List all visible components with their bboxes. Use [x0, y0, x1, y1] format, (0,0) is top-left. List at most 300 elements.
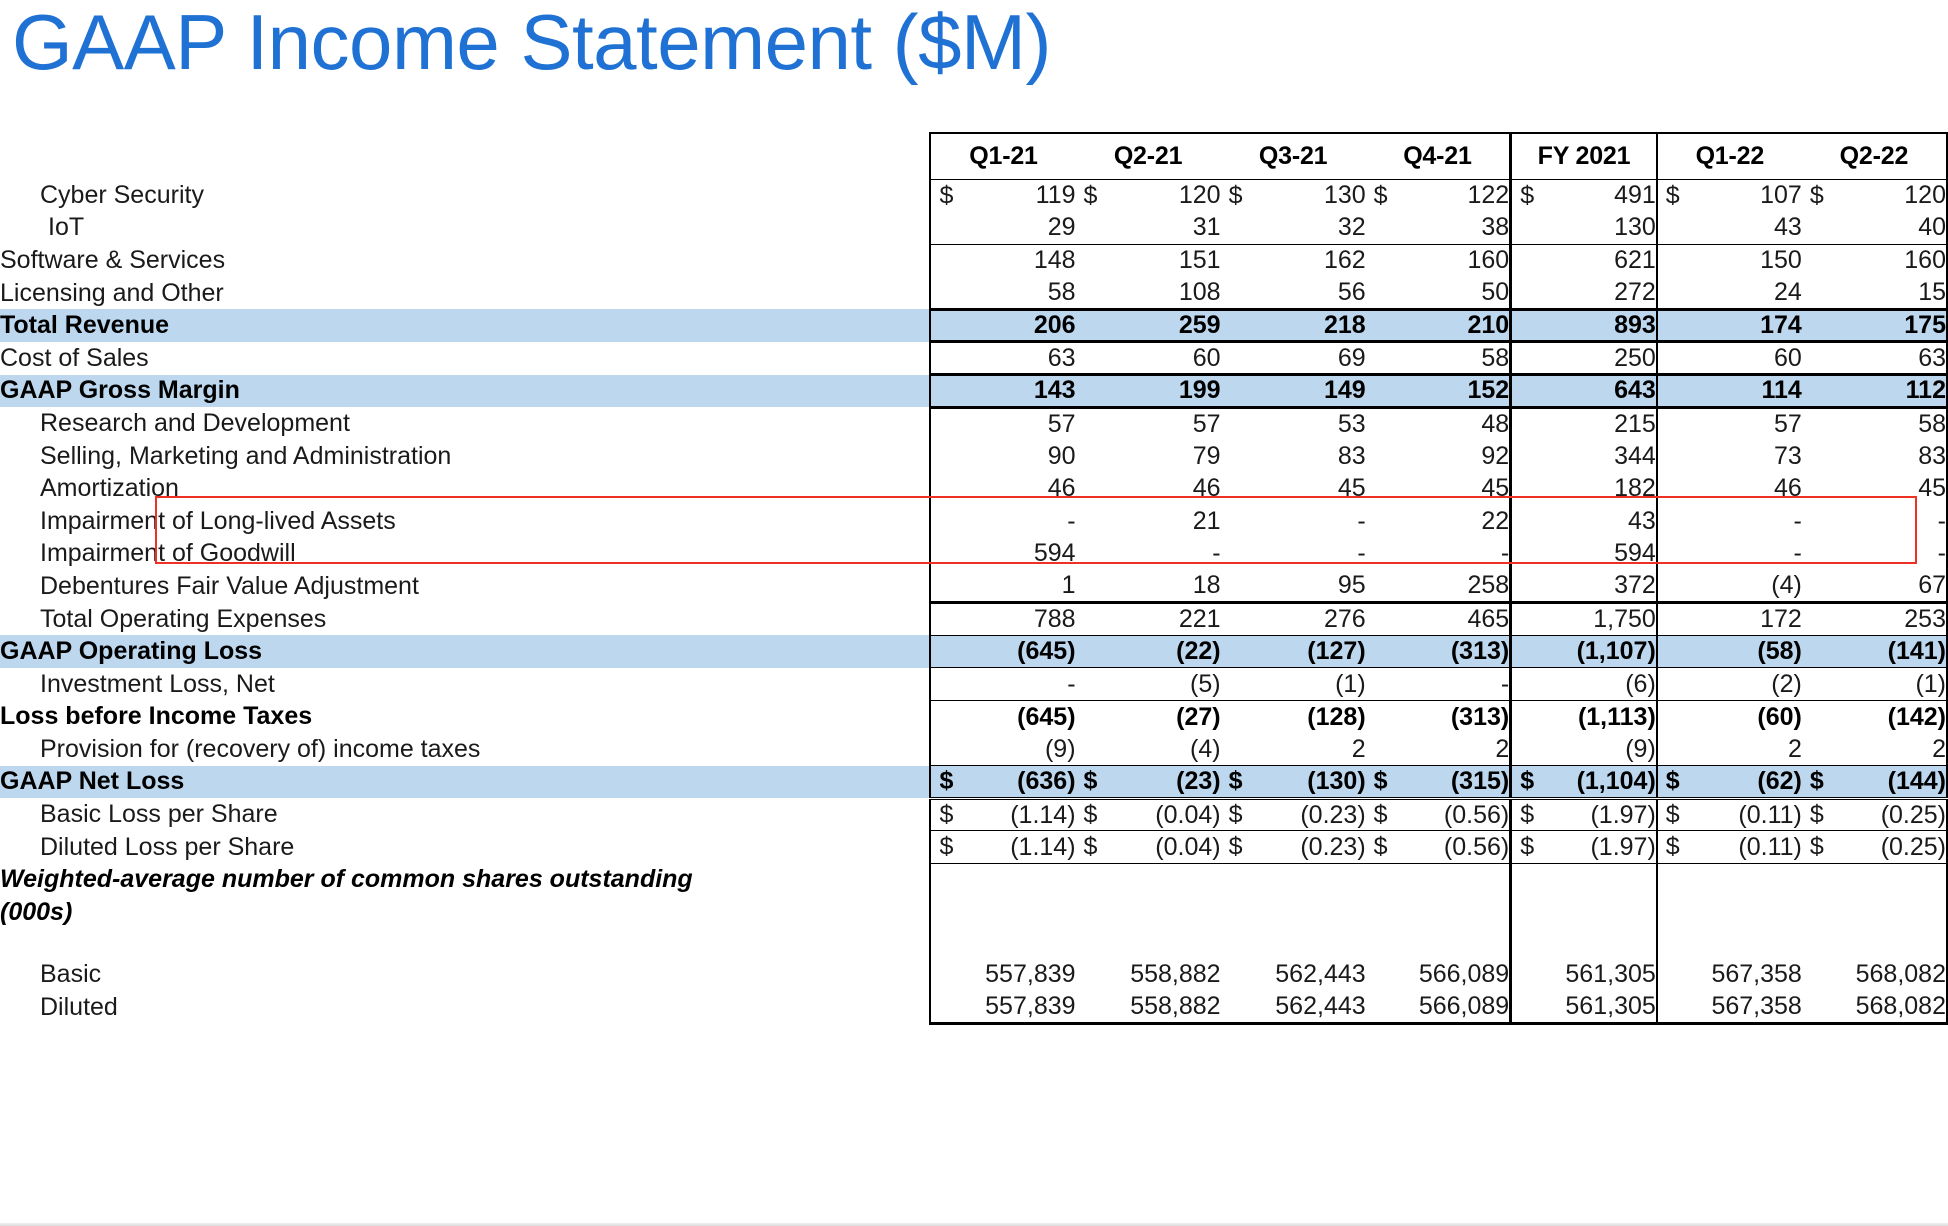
cell-value: 557,839	[985, 960, 1076, 989]
cell-value: 253	[1904, 605, 1946, 634]
cell-r11-c2	[1221, 538, 1366, 571]
currency-symbol: $	[1228, 181, 1243, 210]
income-statement-table	[0, 132, 1948, 1025]
cell-r5-c5	[1657, 342, 1802, 375]
cell-value: 83	[1918, 441, 1946, 470]
cell-r5-c1	[1076, 342, 1221, 375]
cell-value: 558,882	[1130, 960, 1221, 989]
cell-value: 562,443	[1275, 992, 1366, 1021]
cell-r9-c3	[1366, 472, 1511, 505]
cell-r12-c3	[1366, 570, 1511, 603]
cell-value: 567,358	[1711, 960, 1802, 989]
cell-r20-c5	[1657, 831, 1802, 864]
cell-value: 48	[1481, 409, 1510, 438]
cell-r14-c0	[930, 635, 1075, 668]
column-header-4: Q4-21	[1366, 133, 1511, 179]
cell-value: 40	[1918, 213, 1946, 242]
cell-value: 621	[1614, 246, 1656, 275]
cell-r1-c6	[1802, 212, 1947, 245]
cell-value: (0.25)	[1880, 832, 1946, 861]
cell-r21-c0	[930, 863, 1075, 896]
cell-r16-c2	[1221, 701, 1366, 734]
cell-r19-c4	[1511, 798, 1657, 831]
cell-r14-c2	[1221, 635, 1366, 668]
cell-value: -	[1937, 506, 1946, 535]
cell-r3-c2	[1221, 277, 1366, 310]
row-label: Selling, Marketing and Administration	[40, 441, 452, 470]
cell-value: 2	[1932, 734, 1946, 763]
cell-r10-c4	[1511, 505, 1657, 538]
currency-symbol: $	[939, 181, 954, 210]
spacer-cell	[1221, 929, 1366, 959]
cell-r23-c1	[1076, 959, 1221, 992]
cell-r11-c3	[1366, 538, 1511, 571]
cell-r24-c3	[1366, 991, 1511, 1024]
cell-r3-c1	[1076, 277, 1221, 310]
cell-r9-c6	[1802, 472, 1947, 505]
cell-r17-c4	[1511, 733, 1657, 766]
cell-value: (0.25)	[1880, 800, 1946, 829]
cell-value: (141)	[1887, 637, 1946, 666]
cell-value: 22	[1481, 506, 1510, 535]
cell-value: (60)	[1757, 702, 1802, 731]
cell-value: 46	[1047, 474, 1076, 503]
cell-value: 95	[1337, 571, 1366, 600]
cell-r0-c0	[930, 179, 1075, 212]
cell-value: (128)	[1307, 702, 1366, 731]
cell-value: (1.97)	[1590, 800, 1656, 829]
row-label: IoT	[48, 213, 85, 242]
spacer-label	[0, 929, 930, 959]
table-row	[0, 733, 1947, 766]
cell-r17-c6	[1802, 733, 1947, 766]
cell-value: 258	[1467, 571, 1510, 600]
cell-value: (0.23)	[1300, 832, 1366, 861]
cell-value: 90	[1047, 441, 1076, 470]
cell-value: 568,082	[1855, 960, 1946, 989]
cell-value: 83	[1337, 441, 1366, 470]
currency-symbol: $	[1083, 766, 1098, 795]
cell-r15-c5	[1657, 668, 1802, 701]
cell-r2-c5	[1657, 244, 1802, 277]
row-label: Impairment of Long-lived Assets	[40, 506, 396, 535]
cell-r16-c4	[1511, 701, 1657, 734]
cell-r2-c0	[930, 244, 1075, 277]
cell-r9-c0	[930, 472, 1075, 505]
currency-symbol: $	[1665, 766, 1680, 795]
table-row	[0, 179, 1947, 212]
row-label: Diluted Loss per Share	[40, 832, 295, 861]
cell-value: 372	[1614, 571, 1656, 600]
cell-value: (0.04)	[1155, 800, 1221, 829]
cell-r7-c1	[1076, 407, 1221, 440]
cell-value: (0.11)	[1738, 800, 1802, 829]
cell-r8-c4	[1511, 440, 1657, 473]
cell-r3-c3	[1366, 277, 1511, 310]
cell-r22-c3	[1366, 896, 1511, 929]
spacer-cell	[1802, 929, 1947, 959]
cell-value: (1.97)	[1590, 832, 1656, 861]
cell-r21-c2	[1221, 863, 1366, 896]
cell-value: (130)	[1307, 766, 1366, 795]
cell-value: (1,113)	[1577, 702, 1656, 731]
cell-r23-c0	[930, 959, 1075, 992]
cell-value: 45	[1918, 474, 1946, 503]
cell-r17-c2	[1221, 733, 1366, 766]
cell-value: 199	[1178, 376, 1221, 405]
table-row	[0, 959, 1947, 992]
cell-value: (313)	[1450, 637, 1510, 666]
row-label: Loss before Income Taxes	[0, 702, 313, 731]
cell-r4-c3	[1366, 309, 1511, 342]
header-corner-cell	[0, 133, 930, 179]
cell-value: (0.56)	[1443, 800, 1510, 829]
cell-value: 67	[1918, 571, 1946, 600]
cell-r21-c1	[1076, 863, 1221, 896]
cell-r15-c3	[1366, 668, 1511, 701]
cell-value: 218	[1323, 311, 1366, 340]
cell-value: 57	[1774, 409, 1802, 438]
cell-r0-c1	[1076, 179, 1221, 212]
row-label: Weighted-average number of common shares outstanding	[0, 865, 693, 894]
cell-r4-c0	[930, 309, 1075, 342]
cell-r7-c3	[1366, 407, 1511, 440]
cell-value: -	[1067, 506, 1076, 535]
cell-r24-c4	[1511, 991, 1657, 1024]
currency-symbol: $	[1809, 766, 1824, 795]
currency-symbol: $	[1665, 800, 1680, 829]
cell-r10-c2	[1221, 505, 1366, 538]
cell-r3-c6	[1802, 277, 1947, 310]
cell-value: 50	[1481, 277, 1510, 306]
cell-r15-c4	[1511, 668, 1657, 701]
cell-value: 63	[1047, 343, 1076, 372]
cell-value: 566,089	[1418, 992, 1510, 1021]
cell-r8-c3	[1366, 440, 1511, 473]
cell-r12-c5	[1657, 570, 1802, 603]
cell-value: 120	[1178, 181, 1221, 210]
cell-r12-c4	[1511, 570, 1657, 603]
cell-value: 119	[1035, 181, 1076, 210]
cell-r18-c5	[1657, 766, 1802, 799]
cell-r22-c0	[930, 896, 1075, 929]
cell-r14-c6	[1802, 635, 1947, 668]
cell-value: 45	[1481, 474, 1510, 503]
cell-r6-c4	[1511, 375, 1657, 408]
table-row	[0, 863, 1947, 896]
cell-r23-c3	[1366, 959, 1511, 992]
cell-value: 108	[1178, 277, 1221, 306]
cell-value: (62)	[1757, 766, 1802, 795]
cell-value: 92	[1481, 441, 1510, 470]
cell-r18-c0	[930, 766, 1075, 799]
cell-value: 63	[1918, 343, 1946, 372]
cell-r24-c1	[1076, 991, 1221, 1024]
cell-r7-c0	[930, 407, 1075, 440]
cell-value: 566,089	[1418, 960, 1510, 989]
cell-value: (58)	[1757, 637, 1802, 666]
column-header-2: Q2-21	[1076, 133, 1221, 179]
table-row	[0, 831, 1947, 864]
cell-value: (1,107)	[1576, 637, 1656, 666]
cell-value: (6)	[1625, 669, 1656, 698]
spacer-cell	[1076, 929, 1221, 959]
row-label: Investment Loss, Net	[40, 669, 275, 698]
cell-r22-c5	[1657, 896, 1802, 929]
row-label: Basic	[40, 960, 102, 989]
cell-value: 18	[1192, 571, 1221, 600]
cell-r17-c3	[1366, 733, 1511, 766]
cell-r22-c2	[1221, 896, 1366, 929]
table-body	[0, 133, 1947, 1024]
cell-r20-c3	[1366, 831, 1511, 864]
cell-value: (0.11)	[1738, 832, 1802, 861]
cell-r16-c1	[1076, 701, 1221, 734]
cell-value: -	[1793, 506, 1802, 535]
currency-symbol: $	[1520, 766, 1535, 795]
cell-r15-c0	[930, 668, 1075, 701]
cell-value: 43	[1774, 213, 1802, 242]
cell-r15-c1	[1076, 668, 1221, 701]
cell-value: -	[1357, 506, 1366, 535]
cell-r3-c5	[1657, 277, 1802, 310]
cell-r1-c3	[1366, 212, 1511, 245]
cell-r19-c6	[1802, 798, 1947, 831]
currency-symbol: $	[1665, 181, 1680, 210]
cell-value: 79	[1192, 441, 1221, 470]
cell-r13-c4	[1511, 603, 1657, 636]
cell-value: 53	[1337, 409, 1366, 438]
cell-r11-c6	[1802, 538, 1947, 571]
cell-value: (23)	[1176, 766, 1221, 795]
cell-value: (1)	[1915, 669, 1946, 698]
cell-r19-c1	[1076, 798, 1221, 831]
cell-value: -	[1793, 539, 1802, 568]
cell-value: 567,358	[1711, 992, 1802, 1021]
row-label: Research and Development	[40, 408, 350, 437]
currency-symbol: $	[1083, 800, 1098, 829]
cell-value: 568,082	[1855, 992, 1946, 1021]
cell-r20-c4	[1511, 831, 1657, 864]
spacer-cell	[1511, 929, 1657, 959]
cell-r1-c4	[1511, 212, 1657, 245]
cell-r19-c2	[1221, 798, 1366, 831]
cell-value: (22)	[1176, 637, 1221, 666]
currency-symbol: $	[1373, 800, 1388, 829]
cell-r17-c5	[1657, 733, 1802, 766]
cell-value: 562,443	[1275, 960, 1366, 989]
row-label: Basic Loss per Share	[40, 800, 278, 829]
cell-value: 45	[1337, 474, 1366, 503]
cell-r14-c4	[1511, 635, 1657, 668]
cell-r13-c5	[1657, 603, 1802, 636]
cell-r5-c4	[1511, 342, 1657, 375]
currency-symbol: $	[1520, 832, 1535, 861]
currency-symbol: $	[1809, 800, 1824, 829]
column-header-6: Q1-22	[1657, 133, 1802, 179]
cell-r13-c3	[1366, 603, 1511, 636]
cell-value: 46	[1192, 474, 1221, 503]
row-label: Cost of Sales	[0, 343, 149, 372]
column-header-3: Q3-21	[1221, 133, 1366, 179]
cell-r2-c3	[1366, 244, 1511, 277]
cell-r0-c3	[1366, 179, 1511, 212]
row-label: GAAP Gross Margin	[0, 375, 930, 408]
cell-r16-c3	[1366, 701, 1511, 734]
cell-value: (2)	[1771, 669, 1802, 698]
cell-r1-c2	[1221, 212, 1366, 245]
column-header-5: FY 2021	[1511, 133, 1657, 179]
spacer-cell	[1366, 929, 1511, 959]
cell-r19-c5	[1657, 798, 1802, 831]
column-header-7: Q2-22	[1802, 133, 1947, 179]
cell-r14-c1	[1076, 635, 1221, 668]
table-row	[0, 212, 1947, 245]
currency-symbol: $	[939, 800, 954, 829]
cell-value: 69	[1337, 343, 1366, 372]
row-label: Cyber Security	[40, 180, 204, 209]
cell-r13-c6	[1802, 603, 1947, 636]
cell-value: 24	[1774, 277, 1802, 306]
row-label: Debentures Fair Value Adjustment	[40, 571, 419, 600]
cell-value: 276	[1323, 605, 1366, 634]
cell-value: 206	[1033, 311, 1076, 340]
table-row	[0, 701, 1947, 734]
cell-value: 250	[1614, 343, 1656, 372]
currency-symbol: $	[939, 766, 954, 795]
table-row	[0, 342, 1947, 375]
cell-value: 788	[1033, 605, 1076, 634]
table-row	[0, 244, 1947, 277]
cell-r20-c1	[1076, 831, 1221, 864]
cell-r18-c2	[1221, 766, 1366, 799]
currency-symbol: $	[1520, 181, 1535, 210]
cell-r9-c2	[1221, 472, 1366, 505]
cell-value: (27)	[1176, 702, 1221, 731]
cell-value: 2	[1495, 734, 1510, 763]
cell-value: 221	[1178, 605, 1221, 634]
cell-value: 143	[1033, 376, 1076, 405]
cell-r9-c1	[1076, 472, 1221, 505]
cell-value: 60	[1774, 343, 1802, 372]
table-row	[0, 570, 1947, 603]
cell-r20-c6	[1802, 831, 1947, 864]
cell-value: 58	[1481, 343, 1510, 372]
cell-r7-c5	[1657, 407, 1802, 440]
cell-r18-c6	[1802, 766, 1947, 799]
cell-r22-c1	[1076, 896, 1221, 929]
table-row	[0, 896, 1947, 929]
currency-symbol: $	[1665, 832, 1680, 861]
cell-value: (1)	[1335, 669, 1366, 698]
cell-r21-c4	[1511, 863, 1657, 896]
cell-r13-c1	[1076, 603, 1221, 636]
cell-value: 150	[1760, 246, 1802, 275]
cell-r10-c1	[1076, 505, 1221, 538]
row-label: Total Revenue	[0, 309, 930, 342]
cell-r22-c4	[1511, 896, 1657, 929]
cell-r8-c0	[930, 440, 1075, 473]
cell-r11-c5	[1657, 538, 1802, 571]
cell-value: -	[1212, 539, 1221, 568]
cell-r0-c5	[1657, 179, 1802, 212]
cell-r15-c2	[1221, 668, 1366, 701]
cell-r17-c0	[930, 733, 1075, 766]
cell-value: 558,882	[1130, 992, 1221, 1021]
cell-r10-c0	[930, 505, 1075, 538]
cell-value: (636)	[1017, 766, 1076, 795]
cell-r8-c2	[1221, 440, 1366, 473]
cell-value: 58	[1918, 409, 1946, 438]
cell-r0-c2	[1221, 179, 1366, 212]
cell-r12-c0	[930, 570, 1075, 603]
page-title: GAAP Income Statement ($M)	[12, 0, 1051, 86]
cell-value: 107	[1760, 181, 1802, 210]
cell-value: 58	[1047, 277, 1076, 306]
cell-value: 160	[1467, 246, 1510, 275]
table-row	[0, 375, 1947, 408]
cell-r1-c5	[1657, 212, 1802, 245]
cell-r13-c2	[1221, 603, 1366, 636]
cell-value: 31	[1192, 213, 1221, 242]
cell-value: 1	[1061, 571, 1076, 600]
cell-value: 172	[1760, 605, 1802, 634]
cell-value: 561,305	[1565, 992, 1656, 1021]
cell-r2-c4	[1511, 244, 1657, 277]
cell-value: 215	[1614, 409, 1656, 438]
cell-value: 112	[1905, 376, 1946, 405]
table-row	[0, 635, 1947, 668]
table-row	[0, 472, 1947, 505]
cell-r7-c6	[1802, 407, 1947, 440]
cell-value: 175	[1904, 311, 1946, 340]
currency-symbol: $	[1228, 766, 1243, 795]
cell-r6-c0	[930, 375, 1075, 408]
cell-r5-c6	[1802, 342, 1947, 375]
table-row	[0, 309, 1947, 342]
cell-r2-c1	[1076, 244, 1221, 277]
cell-value: (144)	[1887, 766, 1946, 795]
cell-r4-c6	[1802, 309, 1947, 342]
cell-value: 56	[1337, 277, 1366, 306]
cell-value: (0.56)	[1443, 832, 1510, 861]
cell-value: (0.04)	[1155, 832, 1221, 861]
cell-r2-c6	[1802, 244, 1947, 277]
cell-r23-c5	[1657, 959, 1802, 992]
cell-r16-c5	[1657, 701, 1802, 734]
cell-r18-c3	[1366, 766, 1511, 799]
cell-value: 160	[1904, 246, 1946, 275]
cell-value: 122	[1467, 181, 1510, 210]
cell-r9-c4	[1511, 472, 1657, 505]
table-row	[0, 603, 1947, 636]
cell-r19-c3	[1366, 798, 1511, 831]
cell-value: 561,305	[1565, 960, 1656, 989]
cell-value: 21	[1192, 506, 1221, 535]
cell-r0-c4	[1511, 179, 1657, 212]
cell-value: 344	[1614, 441, 1656, 470]
cell-value: 60	[1192, 343, 1221, 372]
cell-r6-c2	[1221, 375, 1366, 408]
currency-symbol: $	[1373, 766, 1388, 795]
cell-r24-c5	[1657, 991, 1802, 1024]
cell-value: 73	[1774, 441, 1802, 470]
cell-value: 57	[1192, 409, 1221, 438]
cell-r5-c3	[1366, 342, 1511, 375]
table-row	[0, 277, 1947, 310]
cell-r0-c6	[1802, 179, 1947, 212]
cell-r8-c1	[1076, 440, 1221, 473]
